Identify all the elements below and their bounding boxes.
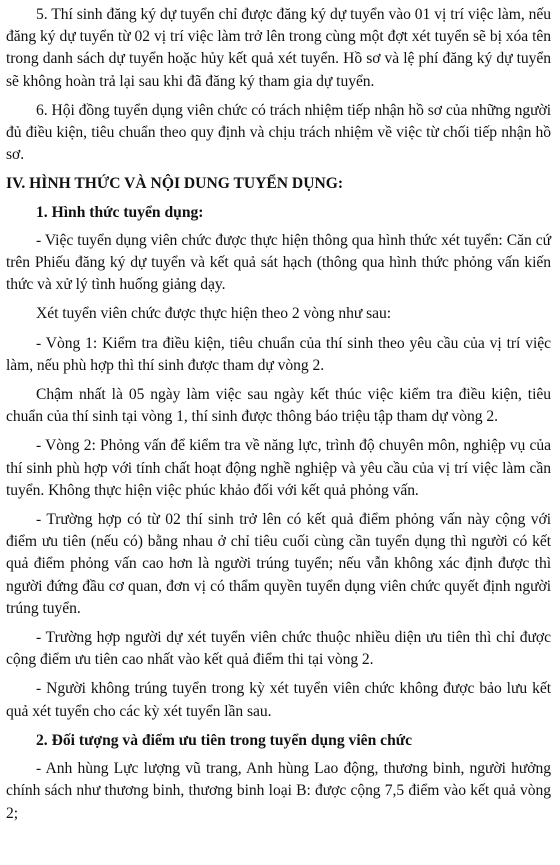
paragraph-round-2: - Vòng 2: Phỏng vấn để kiểm tra về năng lực, trình độ chuyên môn, nghiệp vụ của thí sinh phù hợp với tính chất hoạt động nghề nghiệp và yêu cầu của vị trí việc làm cần tuyển. Không thực hiện việc phúc khảo đối với kết quả phỏng vấn. xyxy=(6,437,551,499)
subheading-priority-points: 2. Đối tượng và điểm ưu tiên trong tuyển dụng viên chức xyxy=(36,731,413,749)
paragraph-round-1: - Vòng 1: Kiểm tra điều kiện, tiêu chuẩn của thí sinh theo yêu cầu của vị trí việc làm, nếu phù hợp thì thí sinh được tham dự vòng 2. xyxy=(6,334,551,374)
paragraph-item-5: 5. Thí sinh đăng ký dự tuyển chỉ được đăng ký dự tuyển vào 01 vị trí việc làm, nếu đăng ký dự tuyển từ 02 vị trí việc làm trở lên trong cùng một đợt xét tuyển sẽ bị xóa tên trong danh sách dự tuyển hoặc hủy kết quả xét tuyển. Hồ sơ và lệ phí đăng ký dự tuyển sẽ không hoàn trả lại sau khi đã đăng ký tham gia dự tuyển. xyxy=(6,6,551,90)
section-heading: IV. HÌNH THỨC VÀ NỘI DUNG TUYỂN DỤNG: xyxy=(6,175,344,193)
subheading-recruitment-form: 1. Hình thức tuyển dụng: xyxy=(36,203,204,221)
paragraph-no-reservation: - Người không trúng tuyển trong kỳ xét tuyển viên chức không được bảo lưu kết quả xét tuyển cho các kỳ xét tuyển lần sau. xyxy=(6,680,551,720)
paragraph-two-rounds: Xét tuyển viên chức được thực hiện theo 2 vòng như sau: xyxy=(36,305,391,323)
paragraph-selection-method: - Việc tuyển dụng viên chức được thực hiện thông qua hình thức xét tuyển: Căn cứ trên Phiếu đăng ký dự tuyển và kết quả sát hạch (thông qua hình thức phỏng vấn kiến thức và xử lý tình huống giảng dạy. xyxy=(6,231,551,294)
paragraph-round-1-notice: Chậm nhất là 05 ngày làm việc sau ngày kết thúc việc kiểm tra điều kiện, tiêu chuẩn của thí sinh tại vòng 1, thí sinh được thông báo triệu tập tham dự vòng 2. xyxy=(6,386,551,426)
paragraph-priority-heroes: - Anh hùng Lực lượng vũ trang, Anh hùng Lao động, thương binh, người hưởng chính sách như thương binh, thương binh loại B: được cộng 7,5 điểm vào kết quả vòng 2; xyxy=(6,760,551,822)
paragraph-tie-break: - Trường hợp có từ 02 thí sinh trở lên có kết quả điểm phỏng vấn này cộng với điểm ưu tiên (nếu có) bằng nhau ở chỉ tiêu cuối cùng cần tuyển dụng thì người có kết quả điểm phỏng vấn cao hơn là người trúng tuyển; nếu vẫn không xác định được thì người đứng đầu cơ quan, đơn vị có thẩm quyền tuyển dụng viên chức quyết định người trúng tuyển. xyxy=(6,511,551,617)
paragraph-item-6: 6. Hội đồng tuyển dụng viên chức có trách nhiệm tiếp nhận hồ sơ của những người đủ điều kiện, tiêu chuẩn theo quy định và chịu trách nhiệm về việc từ chối tiếp nhận hồ sơ. xyxy=(6,101,551,164)
paragraph-multiple-priority: - Trường hợp người dự xét tuyển viên chức thuộc nhiều diện ưu tiên thì chỉ được cộng điểm ưu tiên cao nhất vào kết quả điểm thi tại vòng 2. xyxy=(6,629,551,669)
